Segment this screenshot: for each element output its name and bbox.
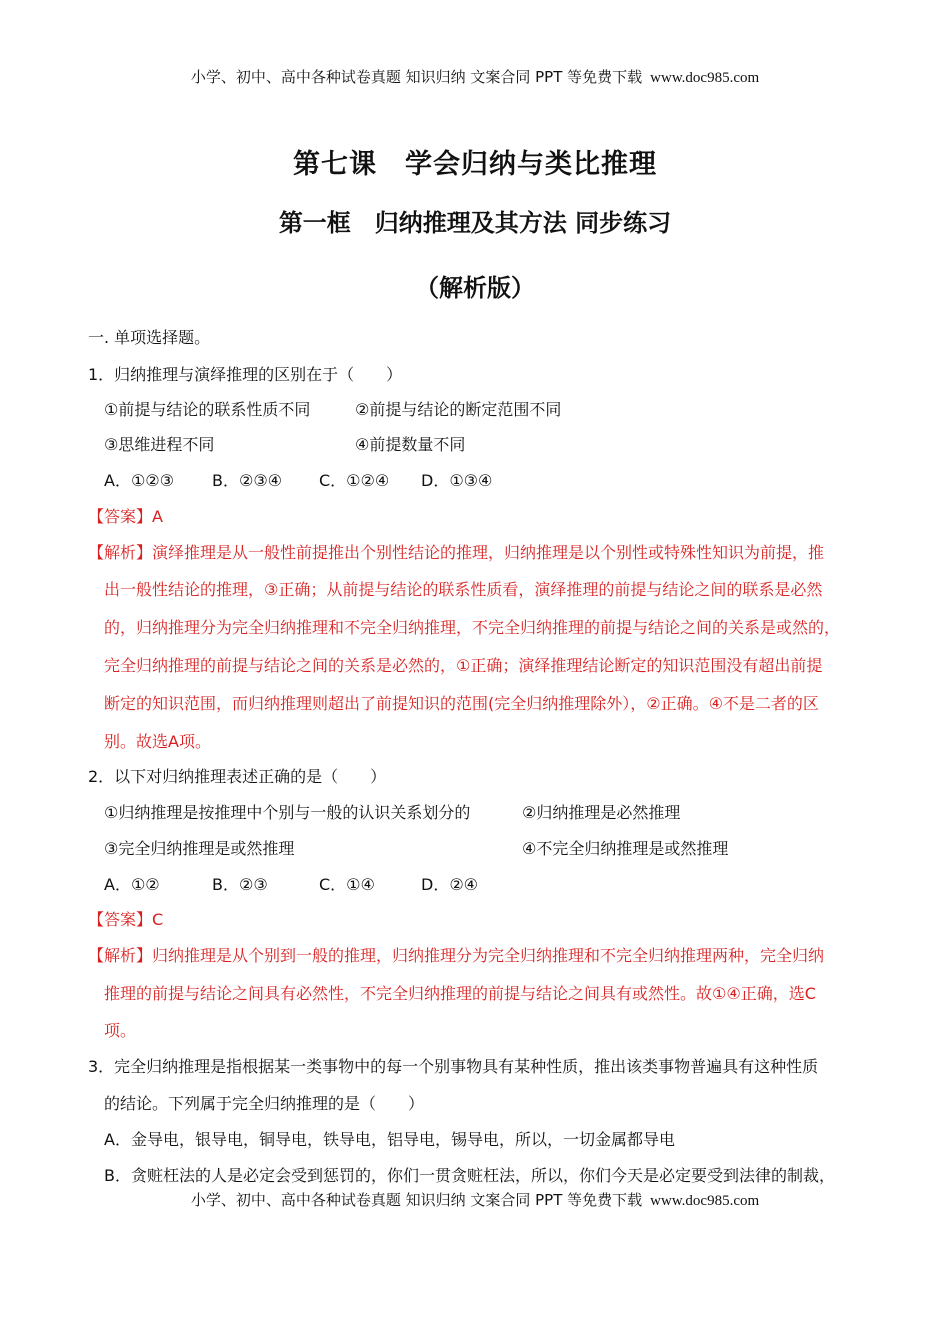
lesson-subtitle: 第一框 归纳推理及其方法 同步练习 — [278, 209, 672, 237]
q1-choice-a: A．①②③ — [104, 471, 174, 490]
q3-stem-line-1: 3．完全归纳推理是指根据某一类事物中的每一个别事物具有某种性质，推出该类事物普遍具有这种性质 — [88, 1057, 819, 1076]
q3-stem-line-2: 的结论。下列属于完全归纳推理的是（ ） — [104, 1094, 425, 1113]
q3-choice-a: A．金导电，银导电，铜导电，铁导电，铝导电，锡导电，所以，一切金属都导电 — [104, 1130, 675, 1149]
q1-analysis-line: 的，归纳推理分为完全归纳推理和不完全归纳推理，不完全归纳推理的前提与结论之间的关系是或然的， — [104, 618, 841, 637]
section-heading: 一. 单项选择题。 — [88, 328, 211, 347]
footer-text: 小学、初中、高中各种试卷真题 知识归纳 文案合同 PPT 等免费下载 — [190, 1191, 643, 1209]
page-footer — [0, 1189, 950, 1210]
q2-answer: 【答案】C — [88, 910, 164, 929]
q2-option-1: ①归纳推理是按推理中个别与一般的认识关系划分的 — [104, 803, 471, 822]
q1-choice-d: D．①③④ — [421, 471, 493, 490]
q2-analysis-line: 【解析】归纳推理是从个别到一般的推理，归纳推理分为完全归纳推理和不完全归纳推理两种，完全归纳 — [88, 946, 825, 965]
q2-option-3: ③完全归纳推理是或然推理 — [104, 839, 295, 858]
q1-analysis-line: 完全归纳推理的前提与结论之间的关系是必然的，①正确；演绎推理结论断定的知识范围没有超出前提 — [104, 656, 823, 675]
q2-choice-c: C．①④ — [319, 875, 375, 894]
q2-analysis-line: 项。 — [104, 1021, 137, 1040]
q3-choice-b: B．贪赃枉法的人是必定会受到惩罚的，你们一贯贪赃枉法，所以，你们今天是必定要受到法律的制裁， — [104, 1166, 835, 1185]
q1-choice-c: C．①②④ — [319, 471, 390, 490]
lesson-title: 第七课 学会归纳与类比推理 — [293, 149, 657, 180]
q1-option-1: ①前提与结论的联系性质不同 — [104, 400, 311, 419]
q2-option-2: ②归纳推理是必然推理 — [522, 803, 681, 822]
q1-analysis-line: 【解析】演绎推理是从一般性前提推出个别性结论的推理，归纳推理是以个别性或特殊性知识为前提，推 — [88, 543, 825, 562]
q2-choice-a: A．①② — [104, 875, 160, 894]
q2-analysis-line: 推理的前提与结论之间具有必然性，不完全归纳推理的前提与结论之间具有或然性。故①④正确，选C — [104, 984, 816, 1003]
header-site-link[interactable]: www.doc985.com — [650, 70, 760, 86]
q2-option-4: ④不完全归纳推理是或然推理 — [522, 839, 729, 858]
q2-stem: 2．以下对归纳推理表述正确的是（ ） — [88, 767, 387, 786]
q1-answer: 【答案】A — [88, 507, 163, 526]
q2-choice-d: D．②④ — [421, 875, 479, 894]
q1-analysis-line: 断定的知识范围，而归纳推理则超出了前提知识的范围(完全归纳推理除外），②正确。④不是二者的区 — [104, 694, 819, 713]
q1-choice-b: B．②③④ — [212, 471, 283, 490]
q1-analysis-line: 出一般性结论的推理，③正确；从前提与结论的联系性质看，演绎推理的前提与结论之间的联系是必然 — [104, 580, 823, 599]
footer-site-link[interactable]: www.doc985.com — [650, 1193, 760, 1209]
q2-choice-b: B．②③ — [212, 875, 268, 894]
page-header — [0, 66, 950, 87]
q1-option-4: ④前提数量不同 — [355, 435, 466, 454]
q1-analysis-line: 别。故选A项。 — [104, 732, 211, 751]
edition-label: （解析版） — [415, 274, 535, 302]
q1-option-3: ③思维进程不同 — [104, 435, 215, 454]
q1-option-2: ②前提与结论的断定范围不同 — [355, 400, 562, 419]
header-text: 小学、初中、高中各种试卷真题 知识归纳 文案合同 PPT 等免费下载 — [190, 68, 643, 86]
q1-stem: 1．归纳推理与演绎推理的区别在于（ ） — [88, 365, 403, 384]
